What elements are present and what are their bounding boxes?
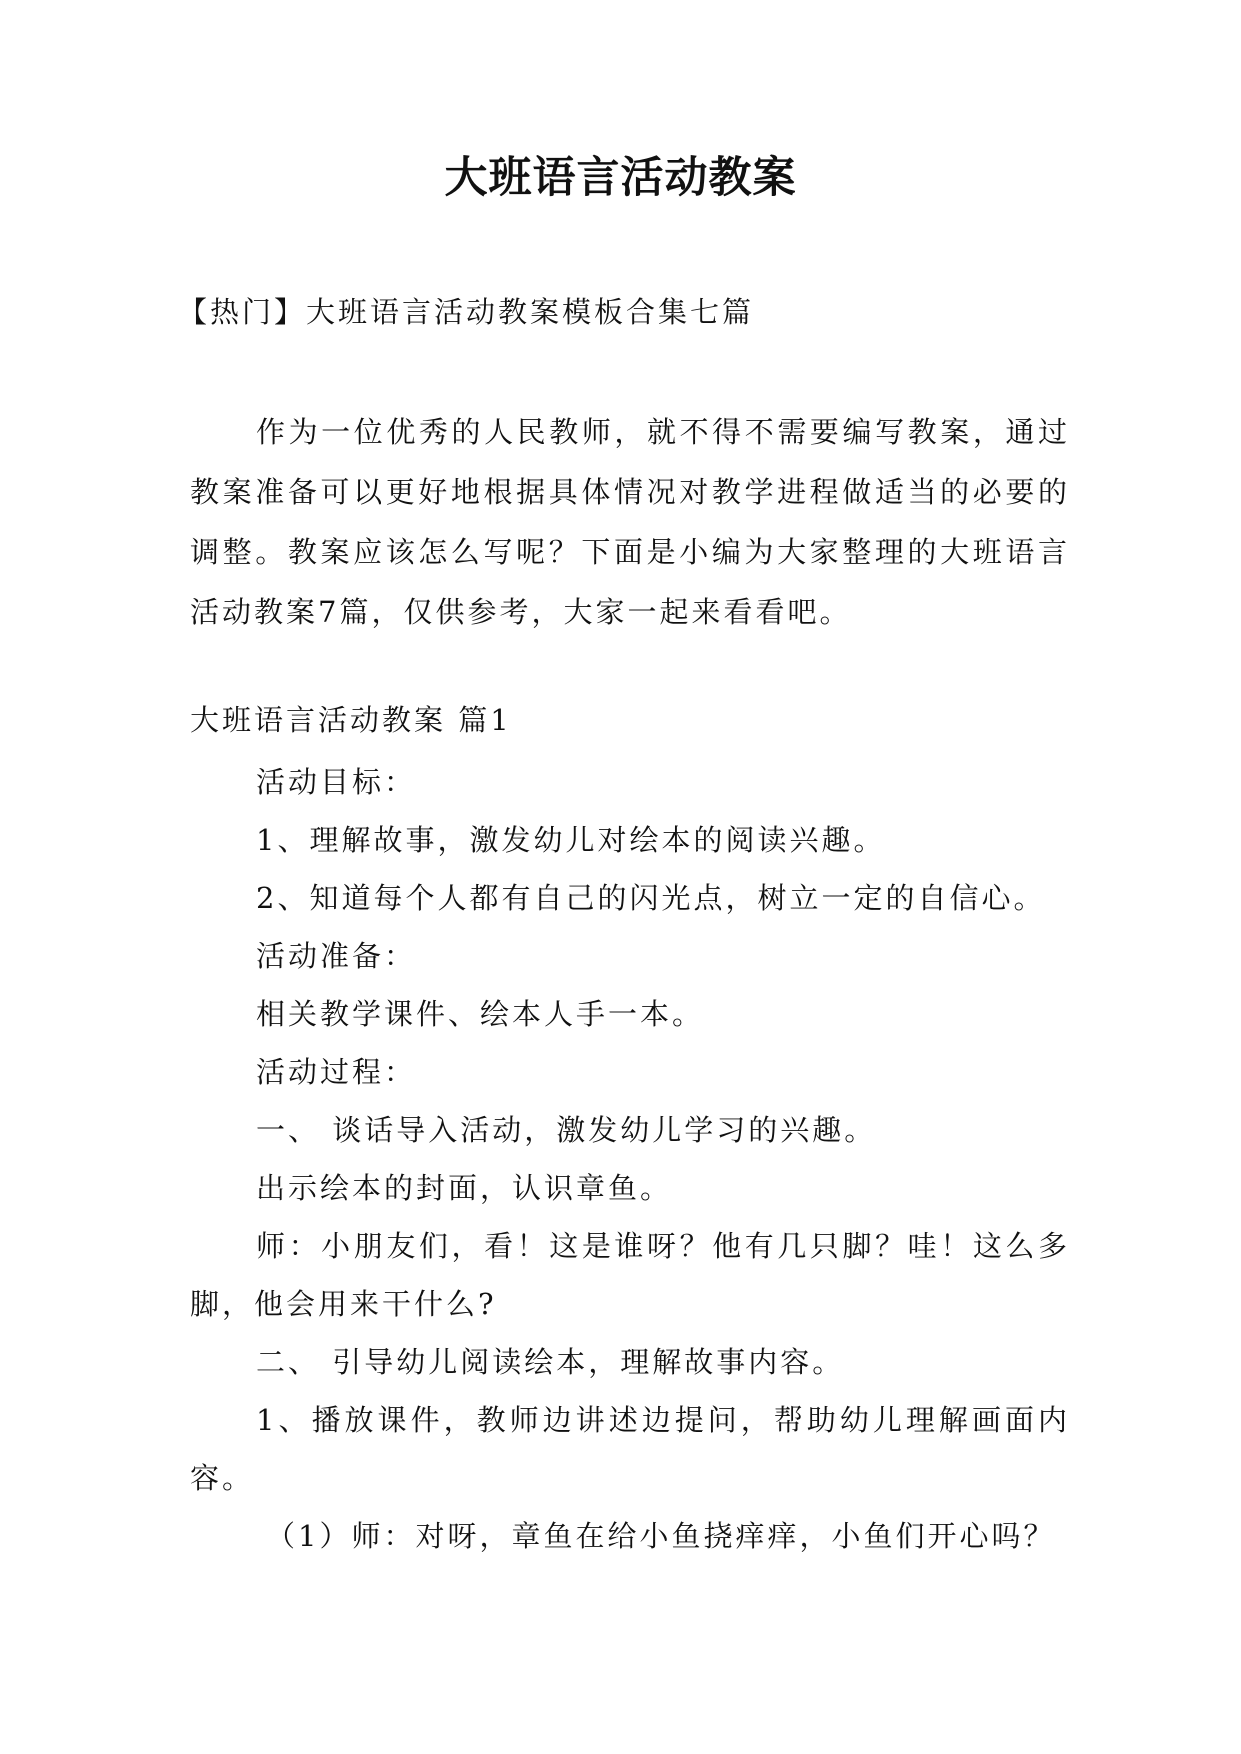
document-subtitle: 【热门】大班语言活动教案模板合集七篇 (178, 295, 755, 329)
paragraph-line: 二、 引导幼儿阅读绘本，理解故事内容。 (256, 1345, 845, 1379)
paragraph-line: （1）师：对呀，章鱼在给小鱼挠痒痒，小鱼们开心吗？ (266, 1519, 1056, 1553)
paragraph-line: 一、 谈话导入活动，激发幼儿学习的兴趣。 (256, 1113, 877, 1147)
paragraph-line: 相关教学课件、绘本人手一本。 (256, 997, 705, 1031)
intro-paragraph: 作为一位优秀的人民教师，就不得不需要编写教案，通过教案准备可以更好地根据具体情况对教学进程做适当的必要的调整。教案应该怎么写呢？下面是小编为大家整理的大班语言活动教案7篇，仅供参考，大家一起来看看吧。 (190, 415, 1070, 629)
paragraph-line: 活动准备： (256, 939, 417, 973)
document-title: 大班语言活动教案 (444, 153, 797, 203)
paragraph-line: 活动目标： (256, 765, 417, 799)
paragraph-line: 1、理解故事，激发幼儿对绘本的阅读兴趣。 (256, 823, 886, 857)
paragraph-line: 1、播放课件，教师边讲述边提问，帮助幼儿理解画面内容。 (190, 1403, 1070, 1495)
paragraph-line: 2、知道每个人都有自己的闪光点，树立一定的自信心。 (256, 881, 1046, 915)
paragraph-line: 活动过程： (256, 1055, 417, 1089)
paragraph-line: 师：小朋友们，看！这是谁呀？他有几只脚？哇！这么多脚，他会用来干什么? (190, 1229, 1070, 1321)
paragraph-line: 出示绘本的封面，认识章鱼。 (256, 1171, 673, 1205)
section-heading: 大班语言活动教案 篇1 (190, 703, 512, 737)
section-body (190, 753, 1090, 1565)
